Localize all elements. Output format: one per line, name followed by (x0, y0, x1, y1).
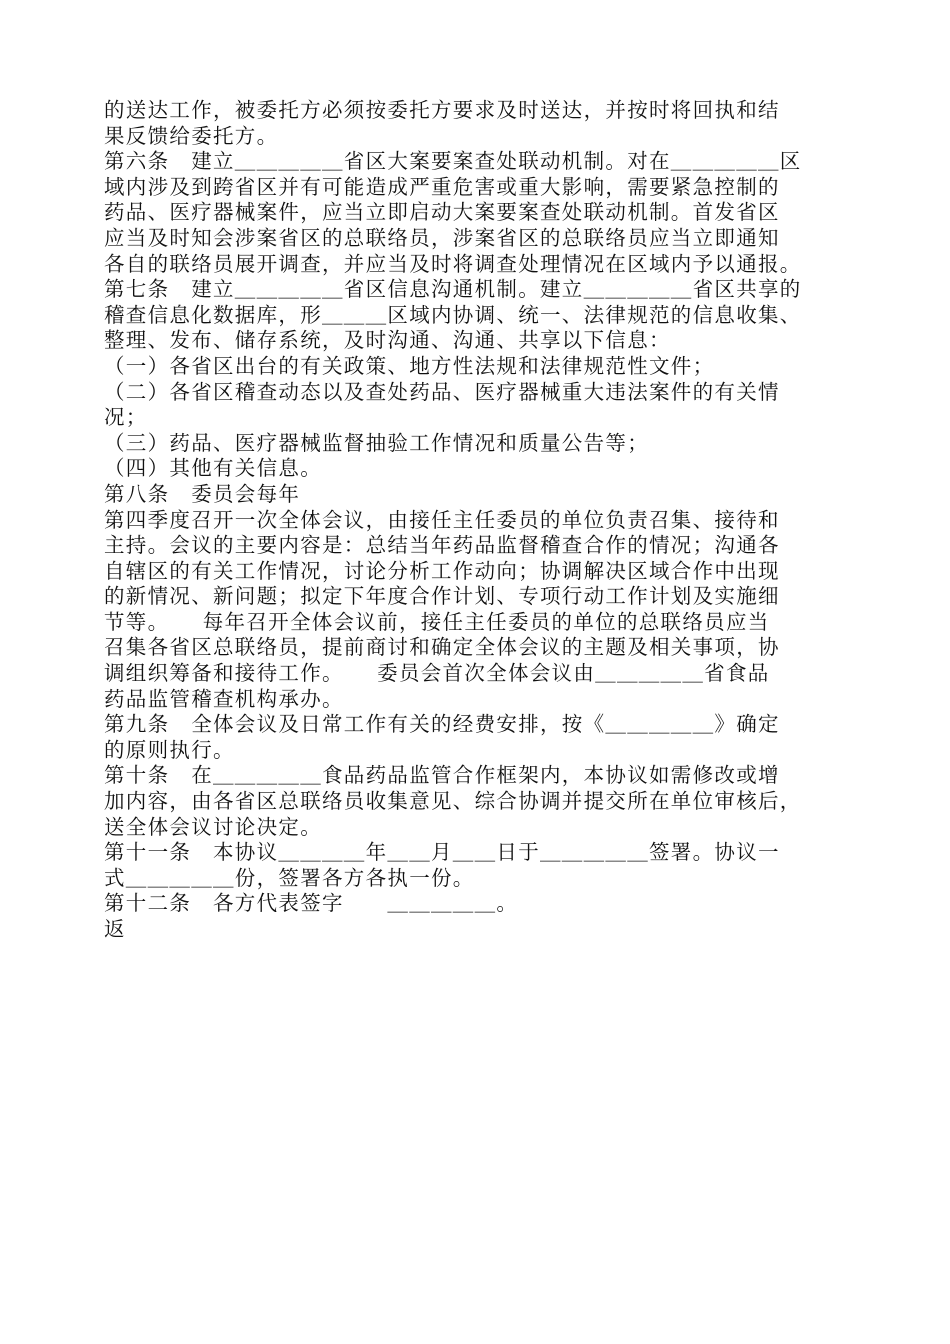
text-line: 送全体会议讨论决定。 (104, 814, 322, 839)
text-line: （一）各省区出台的有关政策、地方性法规和法律规范性文件； (104, 353, 715, 378)
text-line: 第七条 建立＿＿＿＿＿省区信息沟通机制。建立＿＿＿＿＿省区共享的 (104, 277, 802, 302)
text-line: 的新情况、新问题；拟定下年度合作计划、专项行动工作计划及实施细 (104, 584, 780, 609)
text-line: 药品、医疗器械案件，应当立即启动大案要案查处联动机制。首发省区 (104, 200, 780, 225)
text-line: 主持。会议的主要内容是：总结当年药品监督稽查合作的情况；沟通各 (104, 533, 780, 558)
document-body (104, 98, 854, 943)
text-line: 返 (104, 917, 126, 941)
text-line: 各自的联络员展开调查，并应当及时将调查处理情况在区域内予以通报。 (104, 251, 802, 276)
text-line: 第十条 在＿＿＿＿＿食品药品监管合作框架内，本协议如需修改或增 (104, 763, 780, 788)
text-line: 药品监管稽查机构承办。 (104, 686, 344, 711)
text-line: （二）各省区稽查动态以及查处药品、医疗器械重大违法案件的有关情 (104, 379, 780, 404)
text-line: 第九条 全体会议及日常工作有关的经费安排，按《＿＿＿＿＿》确定 (104, 712, 780, 737)
text-line: 应当及时知会涉案省区的总联络员，涉案省区的总联络员应当立即通知 (104, 225, 780, 250)
text-line: 调组织筹备和接待工作。 委员会首次全体会议由＿＿＿＿＿省食品 (104, 661, 770, 686)
text-line: 的送达工作，被委托方必须按委托方要求及时送达，并按时将回执和结 (104, 98, 780, 122)
text-line: 召集各省区总联络员，提前商讨和确定全体会议的主题及相关事项，协 (104, 635, 780, 660)
text-line: 况； (104, 405, 148, 430)
text-line: （三）药品、医疗器械监督抽验工作情况和质量公告等； (104, 430, 649, 455)
text-line: 第六条 建立＿＿＿＿＿省区大案要案查处联动机制。对在＿＿＿＿＿区 (104, 149, 802, 174)
text-line: （四）其他有关信息。 (104, 456, 322, 481)
text-line: 果反馈给委托方。 (104, 123, 279, 148)
text-line: 第十二条 各方代表签字 ＿＿＿＿＿。 (104, 891, 519, 916)
text-line: 自辖区的有关工作情况，讨论分析工作动向；协调解决区域合作中出现 (104, 558, 780, 583)
text-line: 节等。 每年召开全体会议前，接任主任委员的单位的总联络员应当 (104, 609, 770, 634)
text-line: 稽查信息化数据库，形＿＿＿区域内协调、统一、法律规范的信息收集、 (104, 302, 802, 327)
text-line: 第四季度召开一次全体会议，由接任主任委员的单位负责召集、接待和 (104, 507, 780, 532)
text-line: 式＿＿＿＿＿份，签署各方各执一份。 (104, 865, 475, 890)
text-line: 的原则执行。 (104, 737, 235, 762)
text-line: 第十一条 本协议＿＿＿＿年＿＿月＿＿日于＿＿＿＿＿签署。协议一 (104, 840, 780, 865)
text-line: 整理、发布、储存系统，及时沟通、沟通、共享以下信息： (104, 328, 671, 353)
text-line: 第八条 委员会每年 (104, 481, 301, 506)
text-line: 加内容，由各省区总联络员收集意见、综合协调并提交所在单位审核后， (104, 789, 802, 814)
text-line: 域内涉及到跨省区并有可能造成严重危害或重大影响，需要紧急控制的 (104, 174, 780, 199)
